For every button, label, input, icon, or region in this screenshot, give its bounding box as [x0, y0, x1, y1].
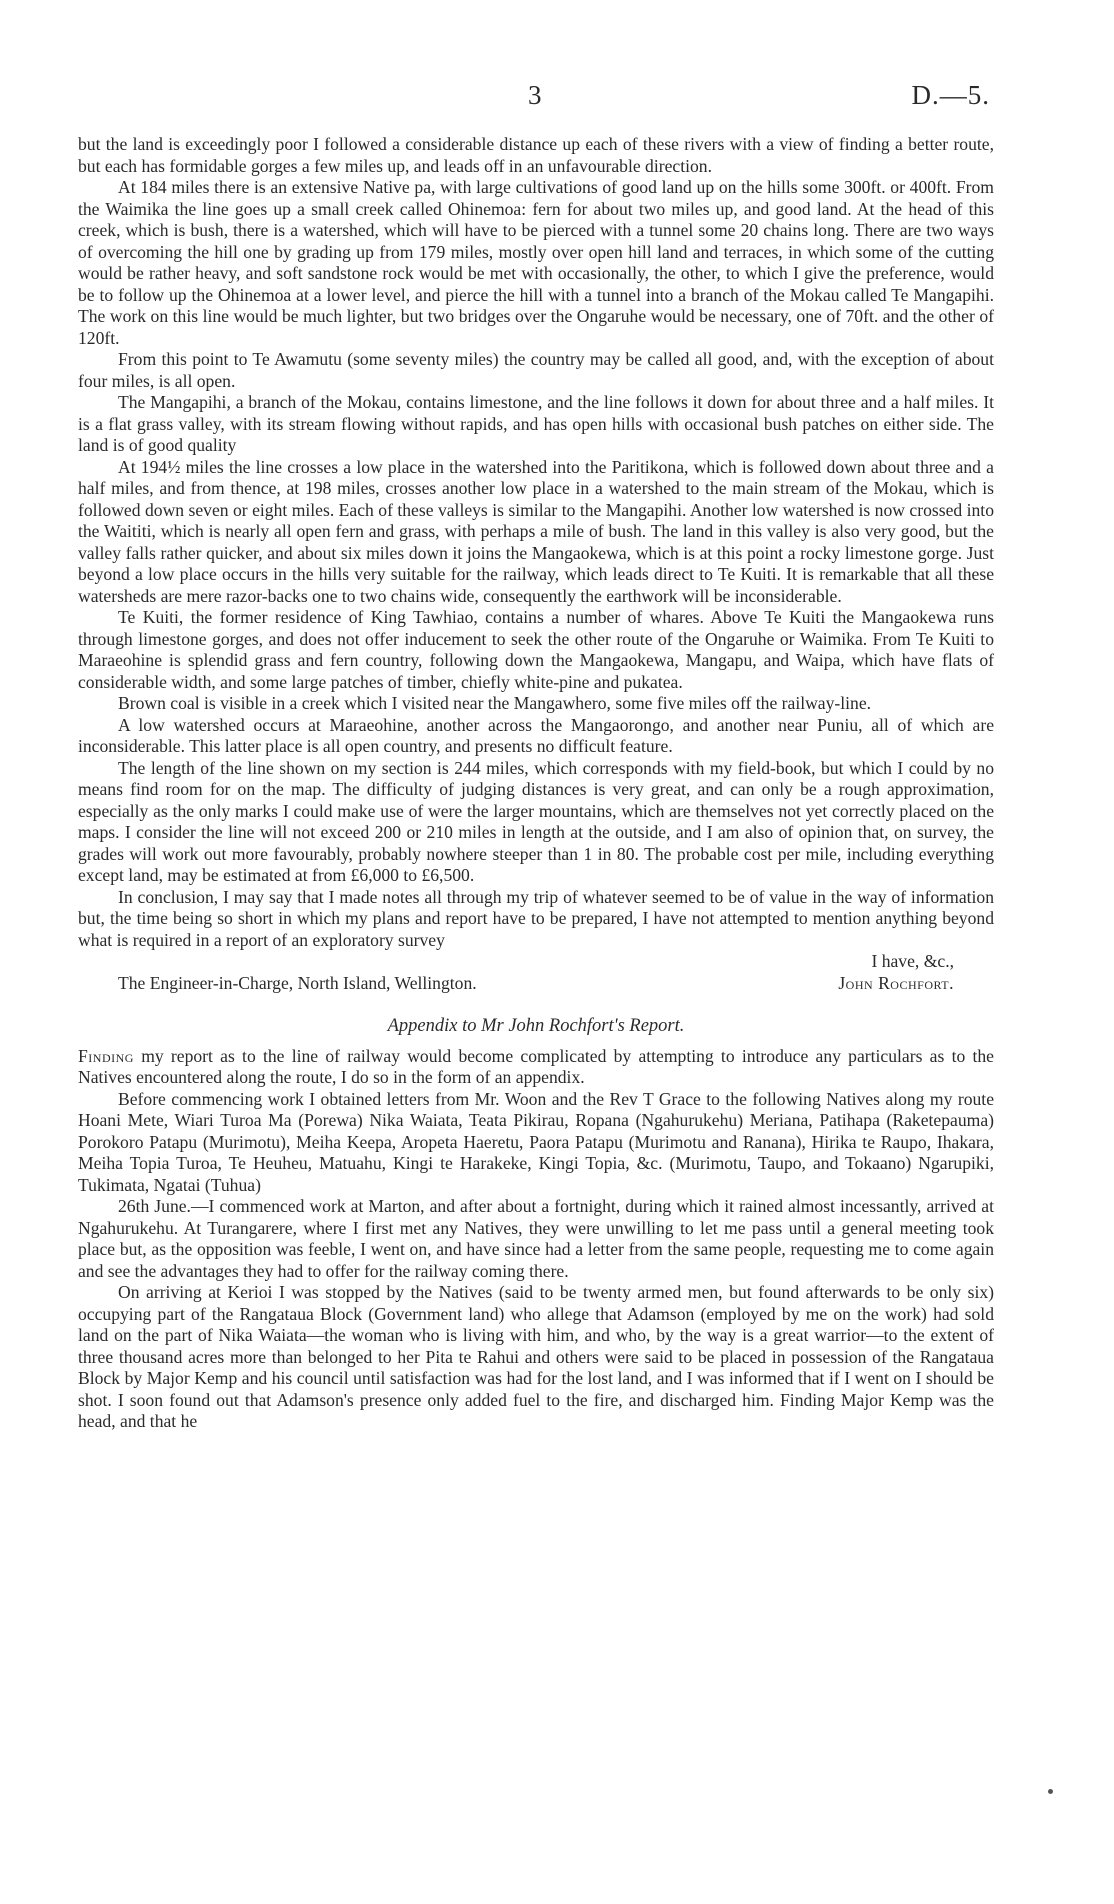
appendix-paragraph: 26th June.—I commenced work at Marton, and after about a fortnight, during which it rained almost incessantly, arrived at Ngahurukehu. At Turangarere, where I first met any Natives, they were unwilling to let me pass until a general meeting took place but, as the opposition was feeble, I went on, and have since had a letter from the same people, requesting me to come again and see the advantages they had to offer for the railway coming there.	[78, 1196, 994, 1281]
report-paragraph: but the land is exceedingly poor I followed a considerable distance up each of these rivers with a view of finding a better route, but each has formidable gorges a few miles up, and leads off in an unfavourable direction.	[78, 134, 994, 176]
report-paragraph: At 194½ miles the line crosses a low place in the watershed into the Paritikona, which is followed down about three and a half miles, and from thence, at 198 miles, crosses another low place in a watershed to the main stream of the Mokau, which is followed down seven or eight miles. Each of these valleys is similar to the Mangapihi. Another low watershed is now crossed into the Waititi, which is nearly all open fern and grass, with perhaps a mile of bush. The land in this valley is also very good, but the valley falls rather quicker, and about six miles down it joins the Mangaokewa, which is at this point a rocky limestone gorge. Just beyond a low place occurs in the hills very suitable for the railway, which leads direct to Te Kuiti. It is remarkable that all these watersheds are mere razor-backs one to two chains wide, consequently the earthwork will be inconsiderable.	[78, 456, 994, 606]
report-paragraph: Brown coal is visible in a creek which I visited near the Mangawhero, some five miles off the railway-line.	[118, 693, 872, 713]
report-paragraph: Te Kuiti, the former residence of King Tawhiao, contains a number of whares. Above Te Kuiti the Mangaokewa runs through limestone gorges, and does not offer inducement to seek the other route of the Ongaruhe or Waimika. From Te Kuiti to Maraeohine is splendid grass and fern country, following down the Mangaokewa, Mangapu, and Waipa, which have flats of considerable width, and some large patches of timber, chiefly white-pine and pukatea.	[78, 607, 994, 692]
ink-dot-mark	[1048, 1789, 1053, 1794]
appendix-paragraph: Before commencing work I obtained letters from Mr. Woon and the Rev T Grace to the following Natives along my route Hoani Mete, Wiari Turoa Ma (Porewa) Nika Waiata, Teata Pikirau, Ropana (Ngahurukehu) Meriana, Patihapa (Raketepauma) Porokoro Patapu (Murimotu), Meiha Keepa, Aropeta Haeretu, Paora Patapu (Murimotu and Ranana), Hirika te Raupo, Ihakara, Meiha Topia Turoa, Te Heuheu, Matuahu, Kingi te Harakeke, Kingi Topia, &c. (Murimotu, Taupo, and Tokaano) Ngarupiki, Tukimata, Ngatai (Tuhua)	[78, 1088, 994, 1195]
appendix-first-word: Finding	[78, 1045, 134, 1066]
report-paragraph: The Mangapihi, a branch of the Mokau, contains limestone, and the line follows it down for about three and a half miles. It is a flat grass valley, with its stream flowing without rapids, and has open hills with occasional bush patches on either side. The land is of good quality	[78, 392, 994, 455]
salutation: I have, &c.,	[871, 951, 954, 971]
appendix-paragraph	[78, 1046, 994, 1089]
document-reference: D.—5.	[911, 80, 990, 110]
page-header	[0, 80, 1114, 120]
appendix-first-paragraph-text: my report as to the line of railway would become complicated by attempting to introduce any particulars as to the Natives encountered along the route, I do so in the form of an appendix.	[78, 1045, 994, 1087]
addressee: The Engineer-in-Charge, North Island, Wellington.	[118, 972, 477, 993]
signature-row	[78, 973, 994, 995]
report-body	[78, 134, 994, 1433]
signature: John Rochfort.	[838, 972, 954, 993]
report-paragraph: In conclusion, I may say that I made notes all through my trip of whatever seemed to be of value in the way of information but, the time being so short in which my plans and report have to be prepared, I have not attempted to mention anything beyond what is required in a report of an exploratory survey	[78, 886, 994, 950]
report-paragraph: From this point to Te Awamutu (some seventy miles) the country may be called all good, and, with the exception of about four miles, is all open.	[78, 349, 994, 391]
report-paragraph: At 184 miles there is an extensive Native pa, with large cultivations of good land up on the hills some 300ft. or 400ft. From the Waimika the line goes up a small creek called Ohinemoa: fern for about two miles up, and good land. At the head of this creek, which is bush, there is a watershed, which will have to be pierced with a tunnel some 20 chains long. There are two ways of overcoming the hill one by grading up from 179 miles, mostly over open hill land and terraces, in which some of the cutting would be rather heavy, and soft sandstone rock would be met with occasionally, the other, to which I give the preference, would be to follow up the Ohinemoa at a lower level, and pierce the hill with a tunnel into a branch of the Mokau called Te Mangapihi. The work on this line would be much lighter, but two bridges over the Ongaruhe would be necessary, one of 70ft. and the other of 120ft.	[78, 177, 994, 348]
report-paragraph: The length of the line shown on my section is 244 miles, which corresponds with my field-book, but which I could by no means find room for on the map. The difficulty of judging distances is very great, and can only be a rough approximation, especially as the only marks I could make use of were the larger mountains, which are themselves not yet correctly placed on the maps. I consider the line will not exceed 200 or 210 miles in length at the outside, and I am also of opinion that, on survey, the grades will work out more favourably, probably nowhere steeper than 1 in 80. The probable cost per mile, including everything except land, may be estimated at from £6,000 to £6,500.	[78, 757, 994, 885]
appendix-title: Appendix to Mr John Rochfort's Report.	[387, 1016, 685, 1036]
salutation-row	[78, 951, 994, 973]
page-number: 3	[528, 80, 542, 110]
appendix-paragraph: On arriving at Kerioi I was stopped by the Natives (said to be twenty armed men, but found afterwards to be only six) occupying part of the Rangataua Block (Government land) who allege that Adamson (employed by me on the work) had sold land on the part of Nika Waiata—the woman who is living with him, and who, by the way is a great warrior—to the extent of three thousand acres more than belonged to her Pita te Rahui and others were said to be placed in possession of the Rangataua Block by Major Kemp and his council until satisfaction was had for the lost land, and I was informed that if I went on I should be shot. I soon found out that Adamson's presence only added fuel to the fire, and discharged him. Finding Major Kemp was the head, and that he	[78, 1282, 994, 1431]
report-paragraph: A low watershed occurs at Maraeohine, another across the Mangaorongo, and another near Puniu, all of which are inconsiderable. This latter place is all open country, and presents no difficult feature.	[78, 714, 994, 756]
